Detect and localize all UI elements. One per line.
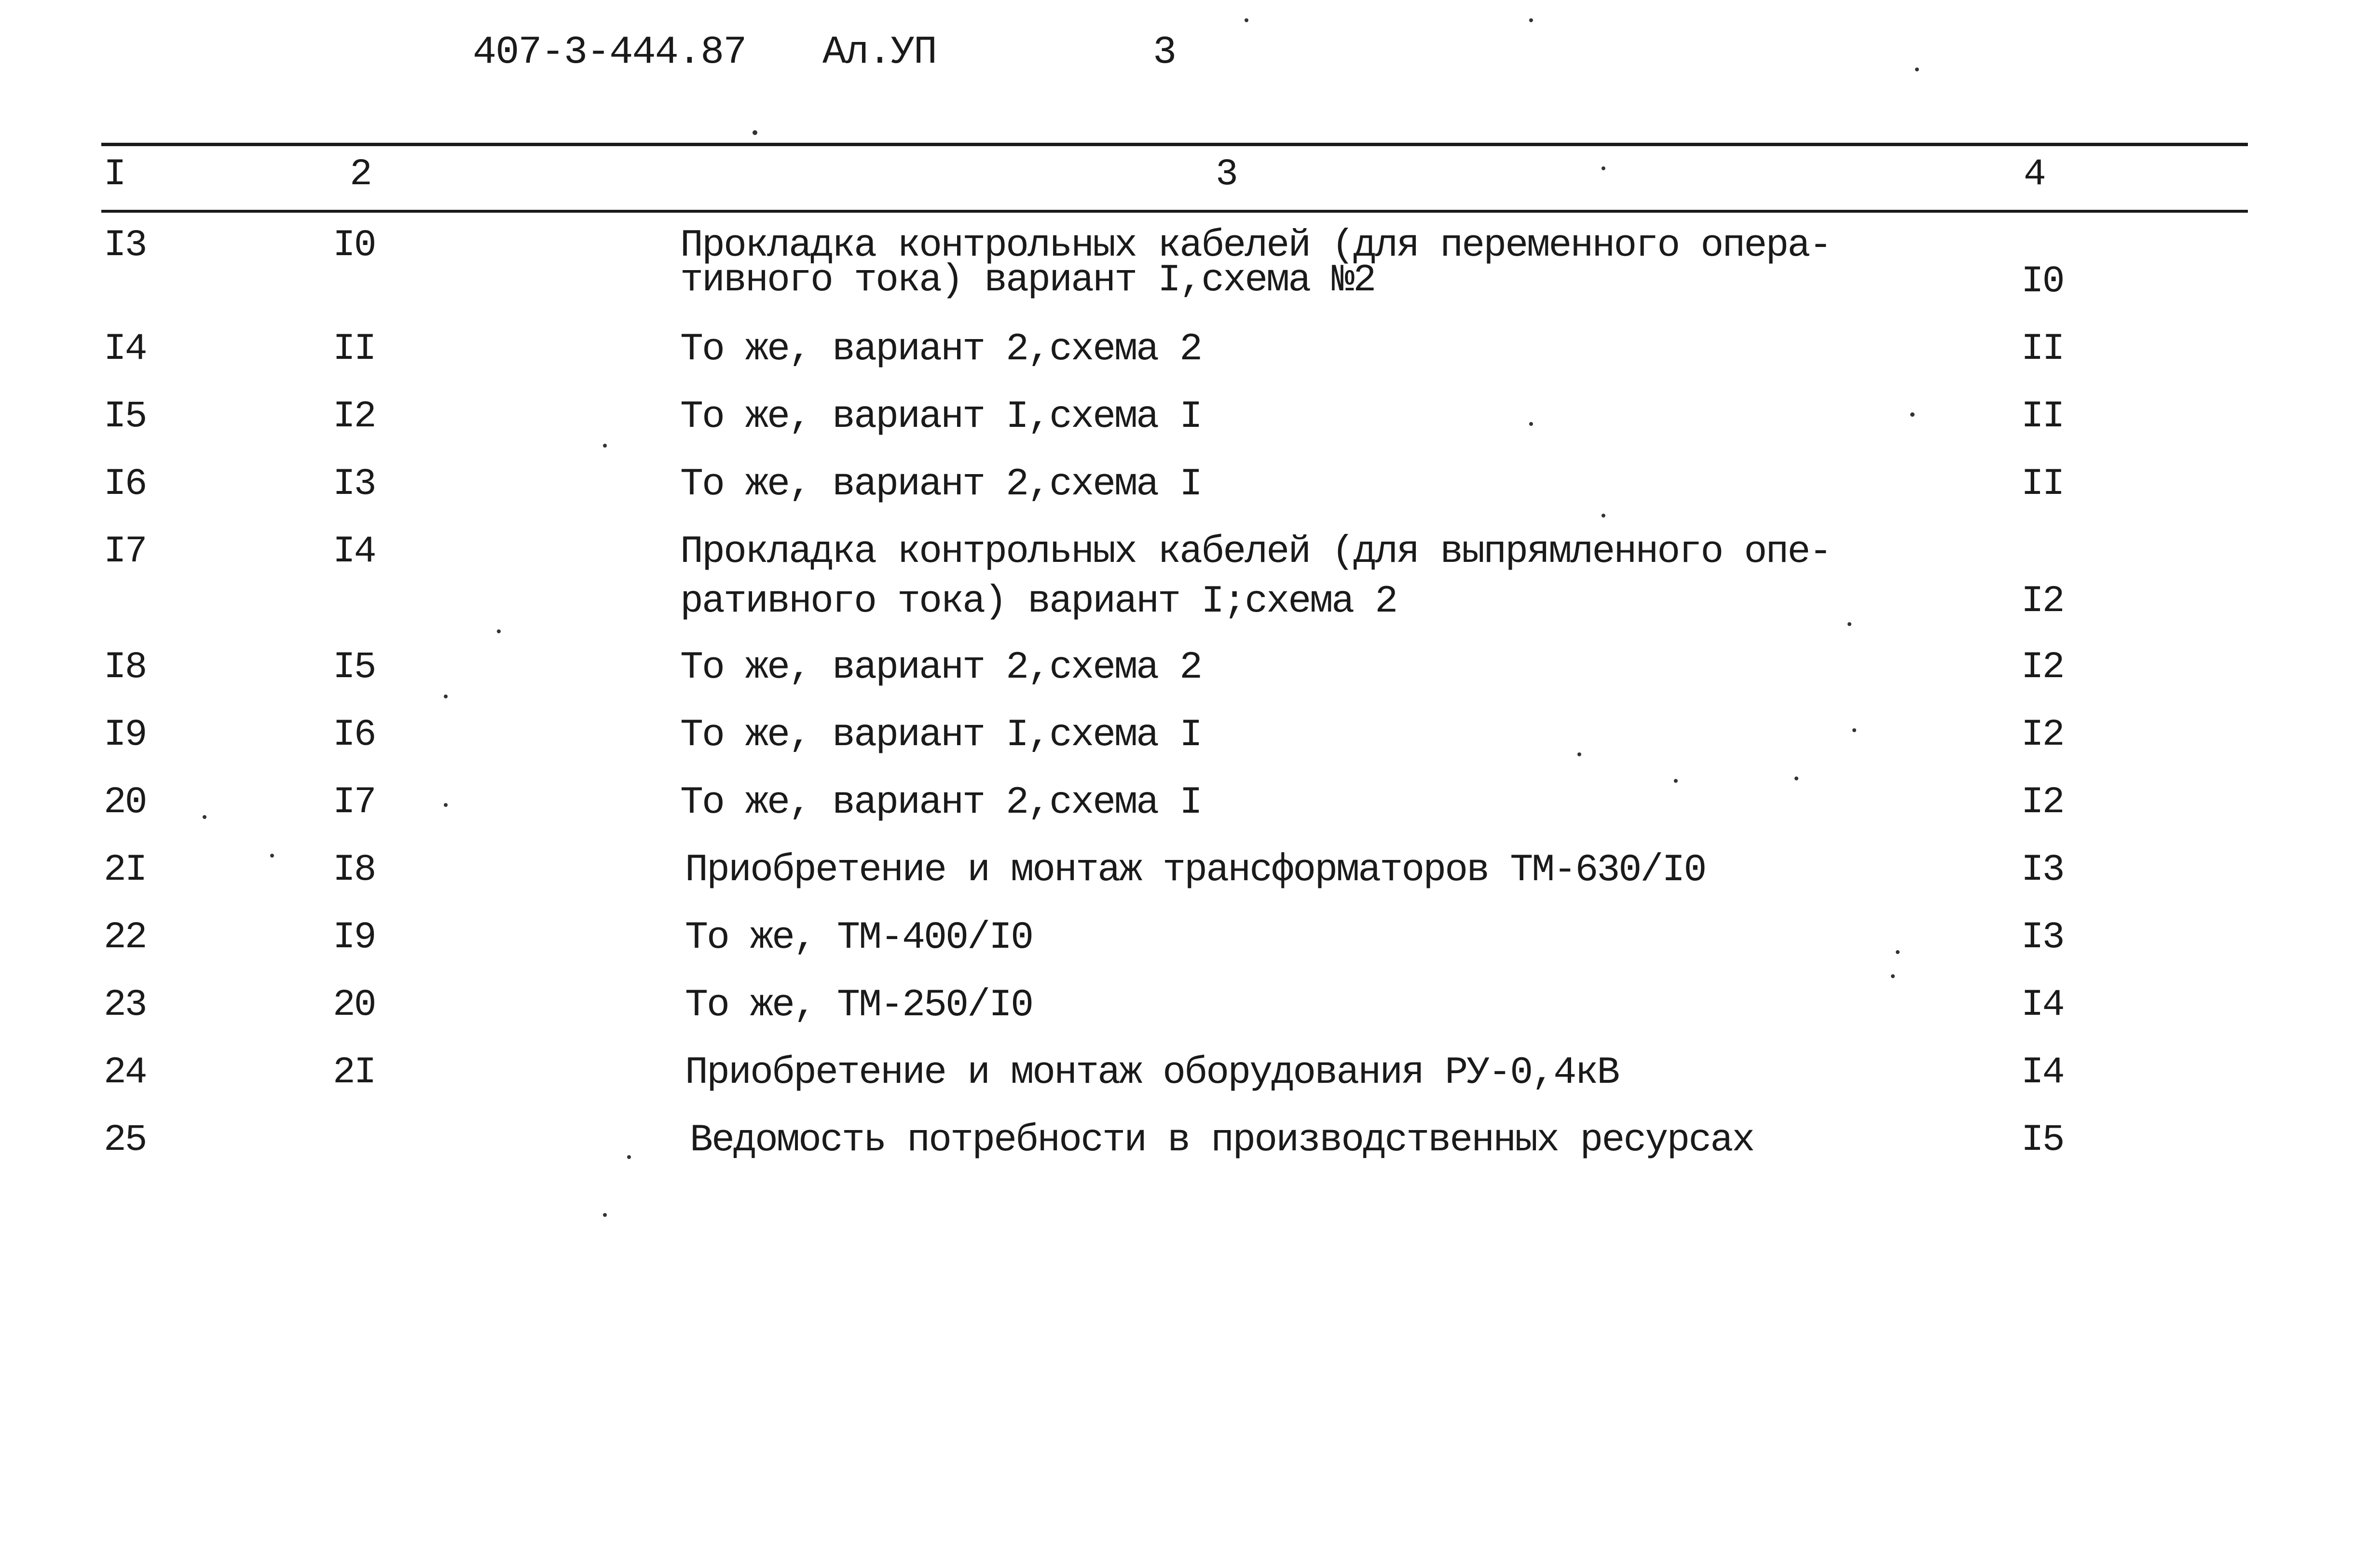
row-description: То же, вариант I,схема I	[680, 713, 1202, 757]
row-number: 22	[104, 916, 146, 959]
row-description: То же, ТМ-400/I0	[685, 916, 1033, 960]
row-description: Прокладка контрольных кабелей (для выпрямленного опе-	[680, 530, 1831, 574]
scan-speck	[1601, 514, 1605, 518]
row-number: 24	[104, 1051, 146, 1094]
row-number: I3	[104, 224, 146, 267]
scan-speck	[627, 1155, 631, 1159]
row-number: I8	[104, 646, 146, 689]
row-page: I2	[2021, 646, 2064, 689]
scan-speck	[1910, 412, 1915, 417]
scan-speck	[1848, 622, 1851, 626]
row-sheet: 2I	[333, 1051, 375, 1094]
row-sheet: I8	[333, 849, 375, 891]
row-page: I3	[2021, 916, 2064, 959]
doc-code: 407-3-444.87	[473, 30, 746, 75]
row-description: Приобретение и монтаж оборудования РУ-0,4кВ	[685, 1051, 1619, 1095]
row-page: I3	[2021, 849, 2064, 891]
row-description: То же, вариант 2,схема 2	[680, 646, 1202, 690]
scan-speck	[444, 695, 448, 698]
scan-speck	[270, 854, 274, 858]
scan-speck	[1245, 18, 1248, 22]
row-number: 2I	[104, 849, 146, 891]
scan-speck	[1891, 974, 1895, 978]
scan-speck	[753, 130, 757, 135]
scan-speck	[1529, 422, 1533, 426]
row-sheet: I9	[333, 916, 375, 959]
row-page: II	[2021, 328, 2064, 370]
row-sheet: I5	[333, 646, 375, 689]
row-number: I9	[104, 714, 146, 756]
column-header-2: 2	[350, 153, 372, 196]
scan-speck	[203, 815, 206, 819]
row-number: 25	[104, 1119, 146, 1161]
row-sheet: I4	[333, 531, 375, 573]
row-description-cont: ративного тока) вариант I;схема 2	[680, 580, 1397, 624]
row-sheet: I7	[333, 781, 375, 824]
row-page: I2	[2021, 781, 2064, 824]
table-header-rule	[101, 210, 2248, 213]
row-sheet: II	[333, 328, 375, 370]
row-sheet: I6	[333, 714, 375, 756]
scan-speck	[1577, 752, 1581, 756]
scan-speck	[603, 1213, 607, 1217]
row-page: I4	[2021, 1051, 2064, 1094]
column-header-3: 3	[1216, 153, 1238, 196]
scan-speck	[603, 444, 607, 448]
row-number: I4	[104, 328, 146, 370]
row-number: I7	[104, 531, 146, 573]
row-number: 20	[104, 781, 146, 824]
row-sheet: I2	[333, 395, 375, 438]
column-header-1: I	[104, 153, 126, 196]
scan-speck	[1601, 166, 1605, 170]
scan-speck	[1674, 779, 1678, 783]
scan-speck	[1896, 950, 1900, 954]
row-page: II	[2021, 463, 2064, 505]
row-page: I2	[2021, 714, 2064, 756]
row-description: То же, вариант 2,схема 2	[680, 327, 1202, 371]
row-description: Приобретение и монтаж трансформаторов ТМ-630/I0	[685, 848, 1706, 892]
row-description: То же, вариант 2,схема I	[680, 781, 1202, 825]
scan-speck	[444, 803, 448, 807]
scan-speck	[1915, 68, 1919, 71]
row-page: I2	[2021, 580, 2064, 623]
row-page: I5	[2021, 1119, 2064, 1161]
row-number: I6	[104, 463, 146, 505]
row-page: II	[2021, 395, 2064, 438]
row-description: Прокладка контрольных кабелей (для переменного опера-	[680, 224, 1831, 268]
row-description: То же, ТМ-250/I0	[685, 983, 1033, 1027]
row-description: То же, вариант 2,схема I	[680, 463, 1202, 506]
album-code: Ал.УП	[822, 30, 937, 75]
row-sheet: I3	[333, 463, 375, 505]
column-header-4: 4	[2024, 153, 2046, 196]
scan-speck	[497, 629, 501, 633]
row-number: I5	[104, 395, 146, 438]
row-page: I0	[2021, 260, 2064, 303]
row-number: 23	[104, 984, 146, 1026]
scan-speck	[1852, 728, 1856, 732]
scan-speck	[1529, 18, 1533, 22]
row-description: Ведомость потребности в производственных ресурсах	[690, 1118, 1754, 1162]
row-sheet: 20	[333, 984, 375, 1026]
page-number: 3	[1153, 30, 1176, 75]
row-description-cont: тивного тока) вариант I,схема №2	[680, 259, 1375, 302]
table-top-rule	[101, 143, 2248, 146]
row-page: I4	[2021, 984, 2064, 1026]
scan-speck	[1794, 777, 1798, 780]
row-sheet: I0	[333, 224, 375, 267]
row-description: То же, вариант I,схема I	[680, 395, 1202, 439]
